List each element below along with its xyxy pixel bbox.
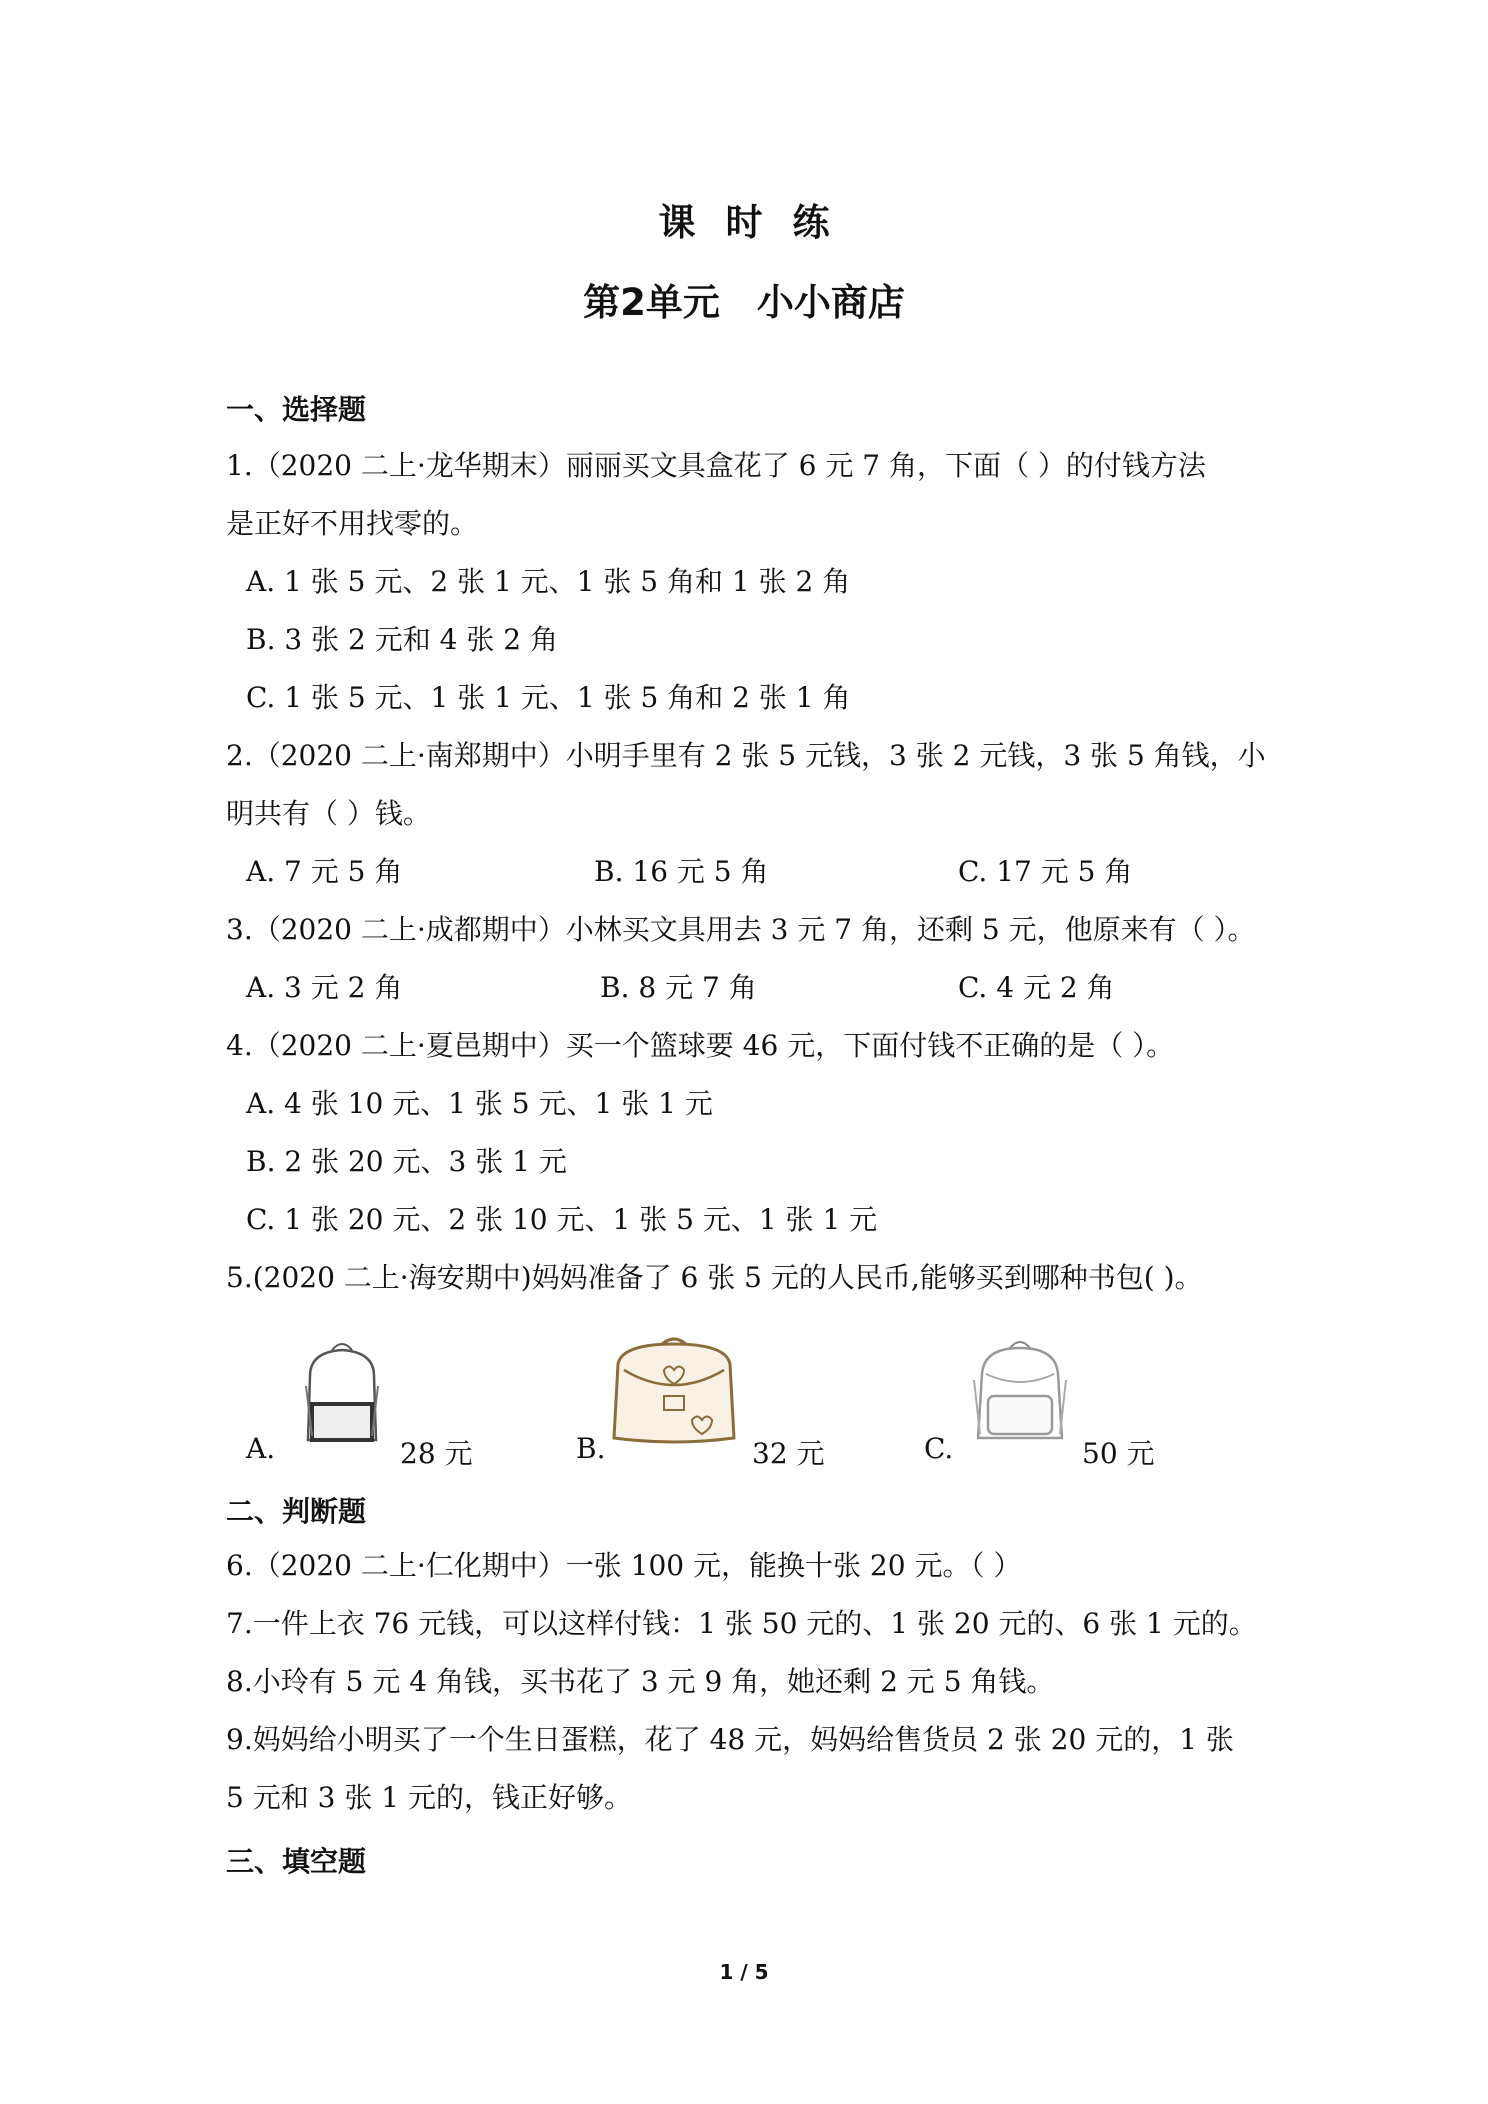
question-5-line-1: 5.(2020 二上·海安期中)妈妈准备了 6 张 5 元的人民币,能够买到哪种书包( )。 [226,1261,1203,1294]
question-1-line-1: 1.（2020 二上·龙华期末）丽丽买文具盒花了 6 元 7 角，下面（ ）的付钱方法 [226,449,1206,482]
question-5-backpack-options [0,1330,1488,1470]
question-5-option-c-label: C. [924,1432,954,1465]
question-2-line-1: 2.（2020 二上·南郑期中）小明手里有 2 张 5 元钱，3 张 2 元钱，3 张 5 角钱，小 [226,739,1266,772]
question-3-option-a: A. 3 元 2 角 [246,971,403,1004]
question-5-option-b-price: 32 元 [752,1437,825,1470]
question-3-option-c: C. 4 元 2 角 [958,971,1115,1004]
question-1-option-c: C. 1 张 5 元、1 张 1 元、1 张 5 角和 2 张 1 角 [246,681,851,714]
question-4-line-1: 4.（2020 二上·夏邑期中）买一个篮球要 46 元，下面付钱不正确的是（ ）。 [226,1029,1175,1062]
section-heading-fill-in: 三、填空题 [226,1845,367,1878]
section-heading-judgement: 二、判断题 [226,1495,367,1528]
backpack-c-icon [968,1334,1072,1446]
backpack-a-icon [298,1336,386,1446]
question-7-line: 7.一件上衣 76 元钱，可以这样付钱：1 张 50 元的、1 张 20 元的、6 张 1 元的。 [226,1607,1257,1640]
question-4-option-a: A. 4 张 10 元、1 张 5 元、1 张 1 元 [246,1087,713,1120]
question-9-line-1: 9.妈妈给小明买了一个生日蛋糕，花了 48 元，妈妈给售货员 2 张 20 元的，1 张 [226,1723,1234,1756]
section-heading-choice: 一、选择题 [226,393,367,426]
question-4-option-b: B. 2 张 20 元、3 张 1 元 [246,1145,567,1178]
question-8-line: 8.小玲有 5 元 4 角钱，买书花了 3 元 9 角，她还剩 2 元 5 角钱。 [226,1665,1055,1698]
question-2-option-a: A. 7 元 5 角 [246,855,403,888]
question-1-line-2: 是正好不用找零的。 [226,507,479,540]
question-2-option-b: B. 16 元 5 角 [594,855,769,888]
question-3-line-1: 3.（2020 二上·成都期中）小林买文具用去 3 元 7 角，还剩 5 元，他原来有（ ）。 [226,913,1256,946]
page-number: 1 / 5 [719,1960,769,1984]
question-5-option-c-price: 50 元 [1082,1437,1155,1470]
question-2-option-c: C. 17 元 5 角 [958,855,1133,888]
question-6-line: 6.（2020 二上·仁化期中）一张 100 元，能换十张 20 元。（ ） [226,1549,1022,1582]
question-2-line-2: 明共有（ ）钱。 [226,797,431,830]
question-5-option-a-price: 28 元 [400,1437,473,1470]
question-1-option-a: A. 1 张 5 元、2 张 1 元、1 张 5 角和 1 张 2 角 [246,565,851,598]
question-1-option-b: B. 3 张 2 元和 4 张 2 角 [246,623,558,656]
question-3-option-b: B. 8 元 7 角 [600,971,757,1004]
question-9-line-2: 5 元和 3 张 1 元的，钱正好够。 [226,1781,632,1814]
unit-subtitle: 第2单元 小小商店 [583,281,905,324]
question-5-option-a-label: A. [246,1432,276,1465]
page-title: 课时练 [658,201,860,244]
question-5-option-b-label: B. [576,1432,606,1465]
question-4-option-c: C. 1 张 20 元、2 张 10 元、1 张 5 元、1 张 1 元 [246,1203,878,1236]
backpack-b-icon [608,1330,740,1446]
